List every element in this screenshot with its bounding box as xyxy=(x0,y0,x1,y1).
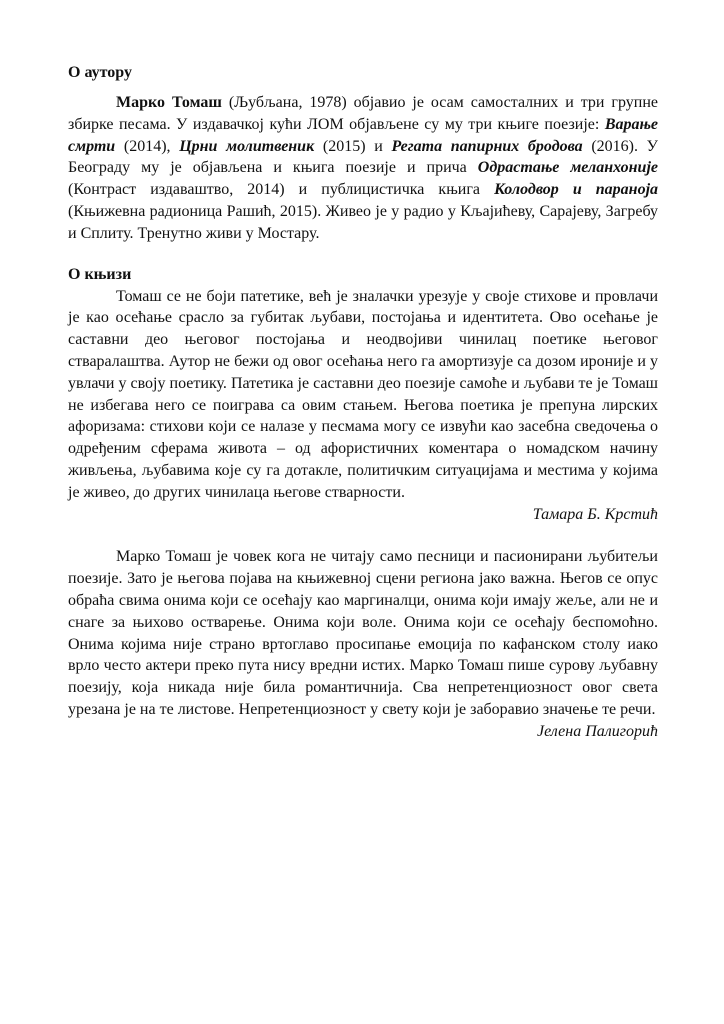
book-title-4: Одрастање меланхоније xyxy=(477,159,659,177)
book-title-2: Црни молитвеник xyxy=(179,137,315,155)
author-name: Марко Томаш xyxy=(116,94,222,111)
book-title-3: Регата папирних бродова xyxy=(391,137,583,155)
book-title-1: Варање смрти xyxy=(68,115,658,155)
about-text-5: (Контраст издаваштво, 2014) и публицистичка књига xyxy=(68,181,495,199)
about-text-4: (2016). У Београду му је објављена и књига поезије и прича xyxy=(68,137,659,177)
about-text-6: (Књижевна радионица Рашић, 2015). Живео је у радио у Кљајићеву, Сарајеву, Загребу и Сплиту. Тренутно живи у Мостару. xyxy=(68,202,658,242)
about-book-heading: О књизи xyxy=(68,265,132,283)
spacer xyxy=(68,525,658,546)
document-page xyxy=(68,62,658,743)
about-text-3: (2015) и xyxy=(314,137,392,155)
review-paragraph-1: Томаш се не боји патетике, већ је зналачки урезује у своје стихове и провлачи је као осећање срасло за губитак љубави, постојања и идентитета. Ово осећање је саставни део његовог постојања и неодвојиви чинилац поетике његовог стваралаштва. Аутор не бежи од овог осећања него га амортизује са дозом ироније и у увлачи у своју поетику. Патетика је саставни део поезије самоће и љубави те је Томаш не избегава него се поиграва са овим стањем. Његова поетика је препуна лирских афоризама: стихови који се налазе у песмама могу се извући као засебна сведочења о одређеним сферама живота – од афористичних коментара о номадском начину живљења, љубавима које су га дотакле, политичким ситуацијама и местима у којима је живео, до других чинилаца његове стварности. xyxy=(68,287,658,501)
about-author-heading: О аутору xyxy=(68,64,132,81)
review-signature-1: Тамара Б. Крстић xyxy=(532,505,658,523)
review-paragraph-2: Марко Томаш је човек кога не читају само песници и пасионирани љубитељи поезије. Зато је његова појава на књижевној сцени региона јако важна. Његов се опус обраћа свима онима који се осећају као маргиналци, онима који имају жеље, али не и снаге за њихово остварење. Онима који воле. Онима који се осећају беспомоћно. Онима којима није страно вртоглаво просипање емоција по кафанском столу иако врло често актери преко пута нису вредни истих. Марко Томаш пише сурову љубавну поезију, која никада није била романтичнија. Сва непретенциозност овог света урезана је на те листове. Непретенциозност у свету који је заборавио значење те речи. xyxy=(68,548,658,718)
about-text-2: (2014), xyxy=(115,137,180,155)
book-title-5: Колодвор и параноја xyxy=(494,181,659,199)
about-author-paragraph xyxy=(68,92,658,245)
about-text-1: (Љубљана, 1978) објавио је осам самосталних и три групне збирке песама. У издавачкој кући ЛОМ објављене су му три књиге поезије: xyxy=(68,94,658,133)
review-signature-2: Јелена Палигорић xyxy=(537,722,658,740)
